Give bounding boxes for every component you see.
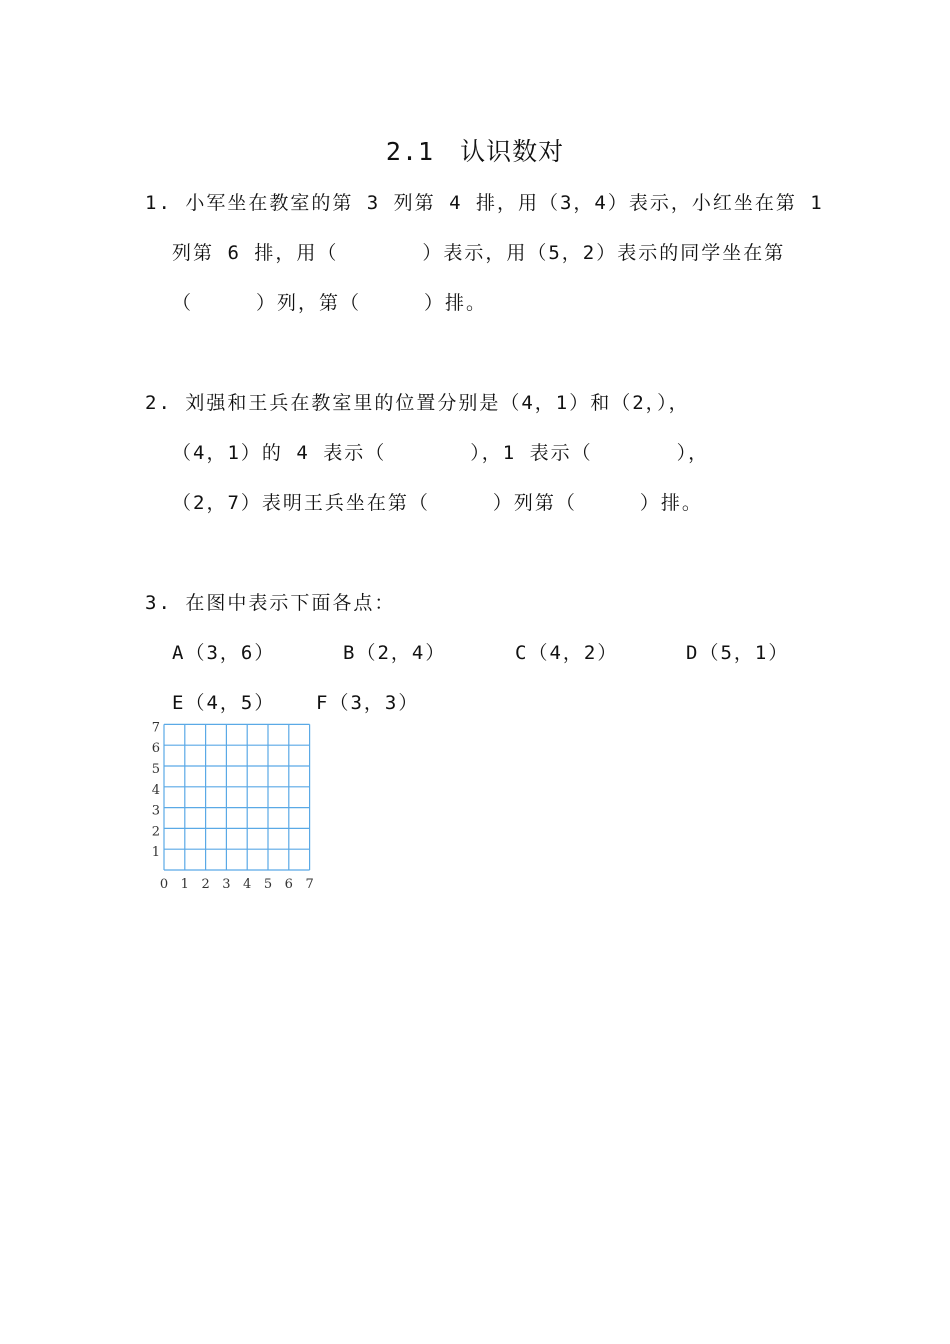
x-tick-label: 0 [159,877,169,892]
point-f: F（3，3） [316,692,420,714]
x-tick-label: 3 [222,877,231,892]
y-tick-label: 1 [151,845,160,861]
y-tick-label: 4 [151,782,160,798]
q1-line-2: 列第 6 排，用（ ）表示，用（5，2）表示的同学坐在第 [172,242,786,264]
y-tick-label: 6 [151,741,160,757]
q1-line-1: 1. 小军坐在教室的第 3 列第 4 排，用（3，4）表示，小红坐在第 1 [145,192,824,214]
q2-line-3: （2，7）表明王兵坐在第（ ）列第（ ）排。 [172,492,703,514]
x-tick-label: 4 [243,877,252,892]
q3-line-1: 3. 在图中表示下面各点： [145,592,396,614]
page-title: 2.1 认识数对 [385,137,565,166]
grid-svg [140,718,330,894]
q2-line-1: 2. 刘强和王兵在教室里的位置分别是（4，1）和（2，）， [145,392,690,414]
y-tick-label: 7 [151,720,160,736]
point-b: B（2，4） [343,642,447,664]
point-a: A（3，6） [172,642,276,664]
point-d: D（5，1） [686,642,790,664]
q1-line-3: （ ）列，第（ ）排。 [172,292,488,314]
coordinate-grid[interactable] [140,718,330,894]
x-tick-label: 5 [263,877,273,892]
q2-line-2: （4，1）的 4 表示（ ），1 表示（ ）， [172,442,710,464]
point-c: C（4，2） [515,642,619,664]
y-tick-label: 3 [151,803,160,819]
y-tick-label: 5 [151,762,160,777]
x-tick-label: 6 [284,877,293,892]
x-tick-label: 7 [305,877,314,892]
x-tick-label: 2 [201,877,210,892]
point-e: E（4，5） [172,692,276,714]
x-tick-label: 1 [180,877,189,892]
y-tick-label: 2 [151,824,160,840]
